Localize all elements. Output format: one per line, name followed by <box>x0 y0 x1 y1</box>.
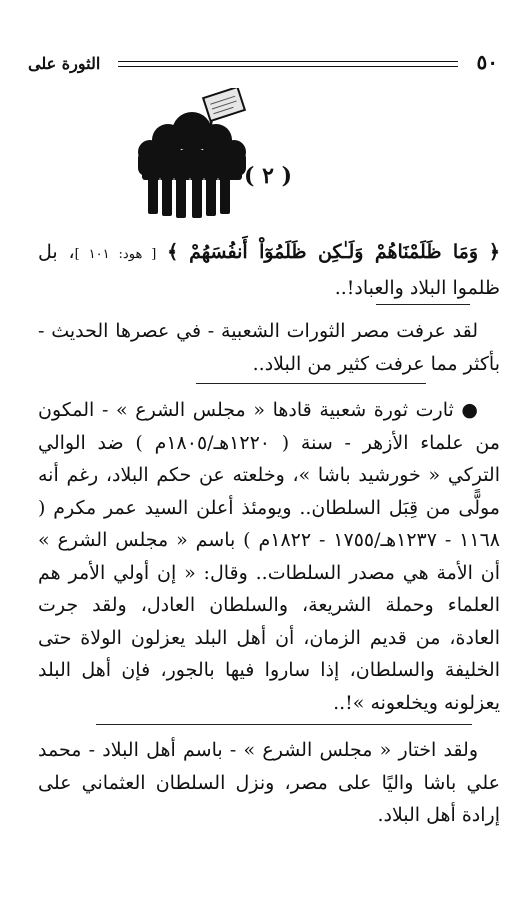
verse-continuation: ، بل ظلموا البلاد والعباد!.. <box>38 241 500 299</box>
running-title: الثورة على <box>28 54 101 73</box>
section-number: ( ٢ ) <box>244 163 292 189</box>
page-header <box>28 52 498 76</box>
quran-verse: وَمَا ظَلَمْنَاهُمْ وَلَـٰكِن ظَلَمُوٓاْ أَنفُسَهُمْ <box>189 241 479 263</box>
protest-crowd-emblem <box>136 88 248 218</box>
verse-close-bracket: ﴾ <box>167 241 179 263</box>
main-paragraph: ● ثارت ثورة شعبية قادها « مجلس الشرع » - المكون من علماء الأزهر - سنة ( ١٢٢٠هـ/١٨٠٥م ) ضد الوالي التركي « خورشيد باشا »، وخلعته عن حكم البلاد، رغم أنه مولًّى من قِبَل السلطان.. ويومئذ أعلن السيد عمر مكرم ( ١١٦٨ - ١٢٣٧هـ/١٧٥٥ - ١٨٢٢م ) باسم « مجلس الشرع » أن الأمة هي مصدر السلطات.. وقال: « إن أولي الأمر هم العلماء وحملة الشريعة، والسلطان العادل، ولقد جرت العادة، من قديم الزمان، أن أهل البلد يعزلون الولاة حتى الخليفة والسلطان، إذا ساروا فيها بالجور، فإن أهل البلد يعزلونه ويخلعونه »!.. <box>38 399 500 714</box>
paragraph-separator <box>96 724 472 725</box>
page-number: ٥٠ <box>476 50 498 74</box>
verse-paragraph <box>38 236 500 304</box>
verse-citation: [ هود: ١٠١ ] <box>74 247 157 262</box>
verse-open-bracket: ﴿ <box>488 241 500 263</box>
header-rule-top <box>118 61 458 62</box>
intro-text: لقد عرفت مصر الثورات الشعبية - في عصرها الحديث - بأكثر مما عرفت كثير من البلاد.. <box>38 320 500 375</box>
last-paragraph: ولقد اختار « مجلس الشرع » - باسم أهل البلاد - محمد علي باشا واليًا على مصر، ونزل السلطان العثماني على إرادة أهل البلاد. <box>38 739 500 826</box>
header-rule-bottom <box>118 66 458 67</box>
paragraph-separator <box>196 383 426 384</box>
paragraph-separator <box>376 304 470 305</box>
intro-paragraph <box>38 315 500 380</box>
